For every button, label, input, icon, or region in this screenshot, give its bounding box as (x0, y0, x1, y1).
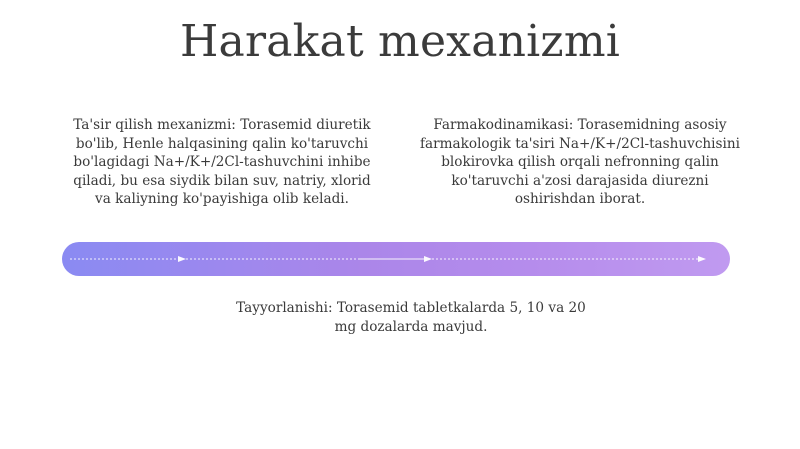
timeline-arrowhead-2 (424, 256, 432, 262)
timeline-arrowhead-1 (178, 256, 186, 262)
formulation-text: Tayyorlanishi: Torasemid tabletkalarda 5, 10 va 20 mg dozalarda mavjud. (236, 300, 586, 335)
slide-title: Harakat mexanizmi (179, 16, 621, 67)
timeline-arrowhead-3 (698, 256, 706, 262)
timeline-arrows (62, 242, 730, 276)
mechanism-text: Ta'sir qilish mexanizmi: Torasemid diuretik bo'lib, Henle halqasining qalin ko'taruvchi bo'lagidagi Na+/K+/2Cl-tashuvchini inhibe qiladi, bu esa siydik bilan suv, natriy, xlorid va kaliyning ko'payishiga olib keladi. (73, 117, 371, 208)
pharmacodynamics-text: Farmakodinamikasi: Torasemidning asosiy farmakologik ta'siri Na+/K+/2Cl-tashuvchisini blokirovka qilish orqali nefronning qalin ko'taruvchi a'zosi darajasida diurezni oshirishdan iborat. (420, 117, 740, 208)
timeline-bar (62, 242, 730, 276)
